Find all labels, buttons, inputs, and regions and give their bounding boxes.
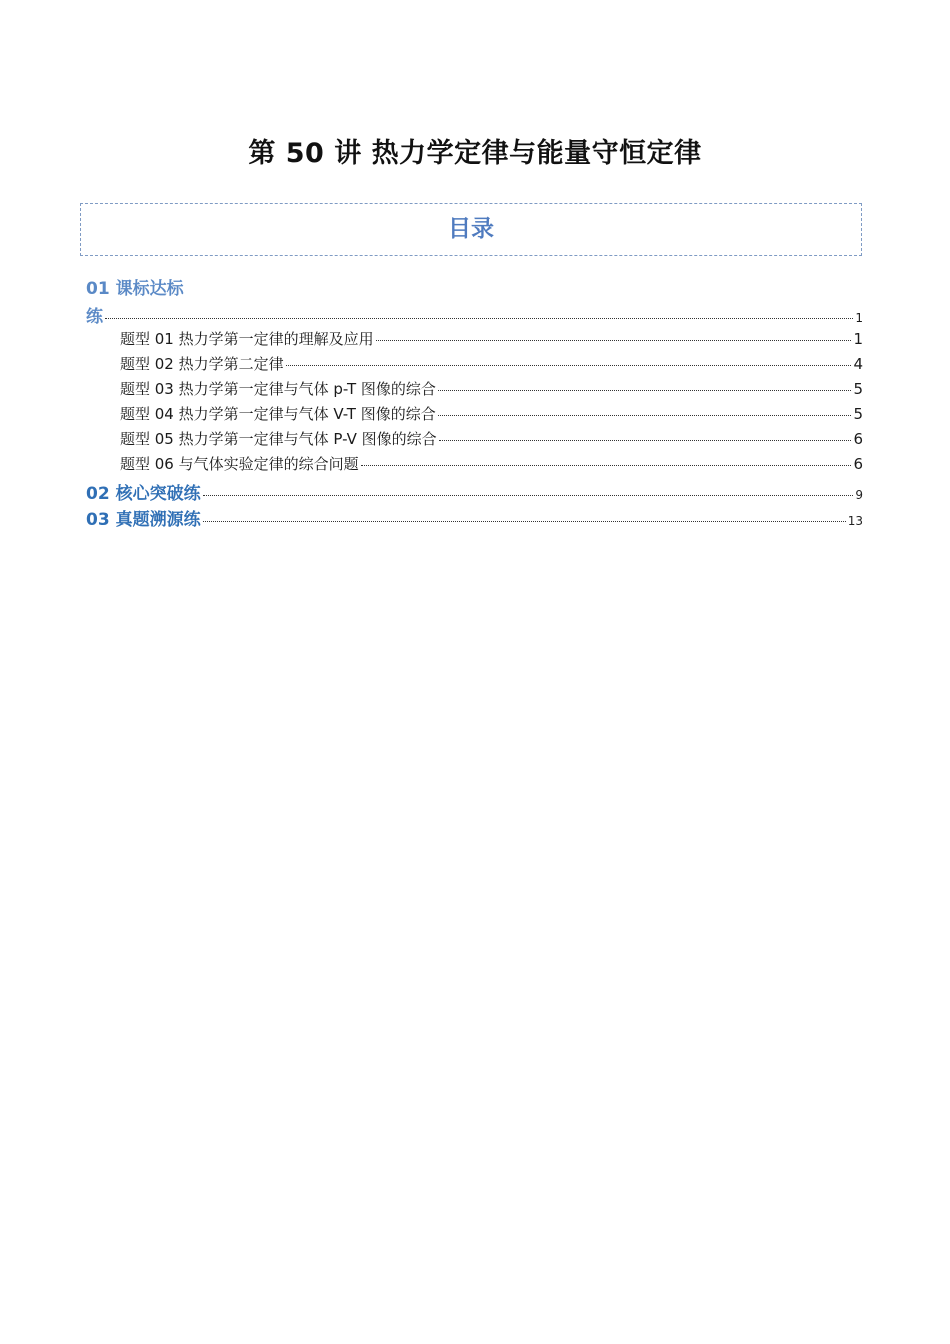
toc-item-label: 题型 02 热力学第二定律: [120, 355, 284, 373]
toc-item-label: 题型 04 热力学第一定律与气体 V-T 图像的综合: [120, 405, 436, 423]
toc-item[interactable]: [120, 453, 863, 474]
toc-page-number: 1: [855, 311, 863, 325]
toc-page-number: 6: [853, 455, 863, 473]
toc-page-number: 1: [853, 330, 863, 348]
dot-leader: [438, 390, 852, 391]
toc-section-2[interactable]: [86, 479, 863, 504]
dot-leader: [438, 415, 852, 416]
toc-heading: 目录: [448, 216, 494, 242]
toc-page-number: 5: [853, 405, 863, 423]
toc-page-number: 9: [855, 488, 863, 502]
page-title: 第 50 讲 热力学定律与能量守恒定律: [248, 138, 702, 169]
toc-page-number: 6: [853, 430, 863, 448]
dot-leader: [439, 440, 852, 441]
toc-page-number: 13: [847, 514, 863, 528]
toc-heading-box: [80, 203, 862, 256]
dot-leader: [361, 465, 852, 466]
toc-section-3-label: 03 真题溯源练: [86, 510, 201, 530]
toc-section-2-label: 02 核心突破练: [86, 484, 201, 504]
toc-item[interactable]: [120, 403, 863, 424]
toc-item[interactable]: [120, 428, 863, 449]
toc-item-label: 题型 01 热力学第一定律的理解及应用: [120, 330, 374, 348]
toc-item[interactable]: [120, 378, 863, 399]
toc-item[interactable]: [120, 328, 863, 349]
toc-item-label: 题型 05 热力学第一定律与气体 P-V 图像的综合: [120, 430, 437, 448]
toc-item-label: 题型 06 与气体实验定律的综合问题: [120, 455, 359, 473]
toc-section-1[interactable]: [86, 302, 863, 327]
toc-item[interactable]: [120, 353, 863, 374]
dot-leader: [203, 521, 846, 522]
toc-page-number: 4: [853, 355, 863, 373]
dot-leader: [376, 340, 852, 341]
toc-item-label: 题型 03 热力学第一定律与气体 p-T 图像的综合: [120, 380, 436, 398]
dot-leader: [203, 495, 854, 496]
dot-leader: [105, 318, 853, 319]
toc-section-3[interactable]: [86, 505, 863, 530]
toc-section-1-label-line1[interactable]: 01 课标达标: [86, 279, 184, 299]
toc-section-1-label-line2: 练: [86, 307, 103, 327]
toc-page-number: 5: [853, 380, 863, 398]
dot-leader: [286, 365, 852, 366]
